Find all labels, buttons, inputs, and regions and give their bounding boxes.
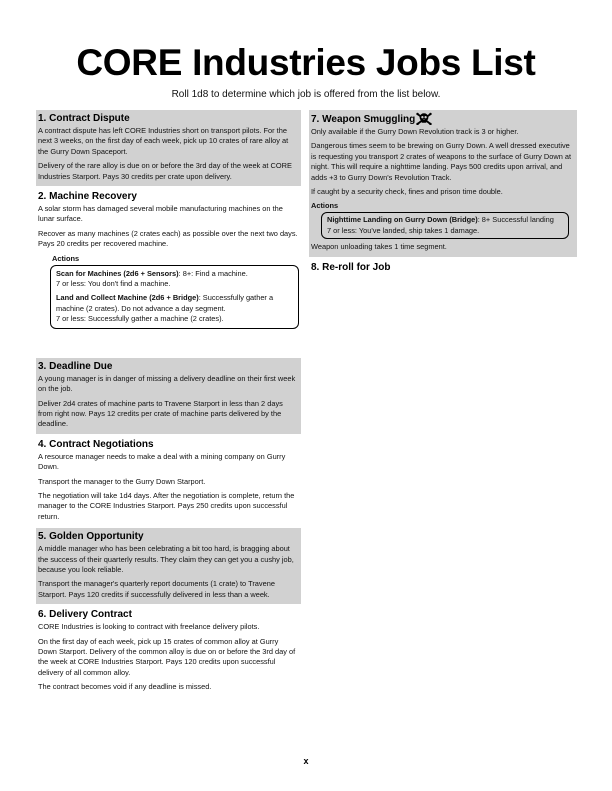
job-text: Only available if the Gurry Down Revolution track is 3 or higher. bbox=[311, 127, 519, 136]
job-heading: 5. Golden Opportunity bbox=[38, 531, 144, 543]
job-text: A contract dispute has left CORE Industries short on transport pilots. For the next 3 weeks, on the first day of each week, pick up 10 crates of rare alloy at the Gurry Down Spaceport. bbox=[38, 126, 289, 156]
job-text: Transport the manager's quarterly report documents (1 crate) to Travene Starport. Pays 120 credits if successfully delivered in less than a week. bbox=[38, 579, 275, 599]
job-contract-dispute bbox=[36, 110, 301, 186]
action-title: Scan for Machines (2d6 + Sensors) bbox=[56, 268, 179, 278]
job-text: Recover as many machines (2 crates each) as possible over the next two days. Pays 20 credits per recovered machine. bbox=[38, 228, 298, 249]
job-text: Transport the manager to the Gurry Down Starport. bbox=[38, 476, 206, 486]
job-text: A solar storm has damaged several mobile manufacturing machines on the lunar surface. bbox=[38, 204, 283, 224]
actions-label: Actions bbox=[52, 253, 80, 263]
page-title: CORE Industries Jobs List bbox=[76, 42, 536, 83]
job-text: A young manager is in danger of missing a delivery deadline on their first week on the job. bbox=[38, 373, 296, 394]
job-text: CORE Industries is looking to contract with freelance delivery pilots. bbox=[38, 622, 260, 632]
job-weapon-smuggling bbox=[309, 110, 577, 257]
action-land-collect bbox=[56, 293, 293, 324]
job-delivery-contract bbox=[36, 606, 301, 696]
right-column bbox=[309, 110, 577, 280]
action-fail: 7 or less: You've landed, ship takes 1 damage. bbox=[327, 225, 480, 235]
job-text: Delivery of the rare alloy is due on or before the 3rd day of the week at CORE Industries Starport. Pays 30 credits per crate upon delivery. bbox=[38, 161, 292, 181]
job-machine-recovery bbox=[36, 188, 301, 336]
actions-label: Actions bbox=[311, 201, 339, 211]
job-text: A middle manager who has been celebrating a bit too hard, is bragging about the success of their quarterly results. They claim they can get you a cushy job, because you look reliable. bbox=[38, 544, 294, 574]
job-text: Deliver 2d4 crates of machine parts to Travene Starport in less than 2 days from right now. Pays 12 credits per crate of machine parts delivered by the deadline. bbox=[38, 398, 283, 429]
action-success: : 8+: Find a machine. bbox=[178, 268, 248, 278]
action-fail: 7 or less: You don't find a machine. bbox=[56, 279, 171, 289]
action-title: Land and Collect Machine (2d6 + Bridge) bbox=[56, 293, 199, 303]
page-subtitle: Roll 1d8 to determine which job is offered from the list below. bbox=[171, 89, 441, 100]
job-reroll bbox=[309, 259, 577, 278]
job-deadline-due bbox=[36, 358, 301, 434]
action-night-landing bbox=[327, 215, 563, 236]
job-text: The negotiation will take 1d4 days. After the negotiation is complete, return the manager to the CORE Industries Starport. Pays 250 credits upon successful return. bbox=[38, 490, 295, 521]
job-heading: 2. Machine Recovery bbox=[38, 191, 137, 203]
job-text: If caught by a security check, fines and prison time double. bbox=[311, 187, 503, 197]
job-text: On the first day of each week, pick up 15 crates of common alloy at Gurry Down Starport. Delivery of the common alloy is due on or before the 3rd day of the week at CORE Industries Starport. Pays 120 credits upon successful delivery of all common alloy. bbox=[38, 636, 296, 677]
action-title: Nighttime Landing on Gurry Down (Bridge) bbox=[327, 215, 478, 225]
job-heading: 3. Deadline Due bbox=[38, 360, 113, 372]
actions-box bbox=[321, 212, 569, 239]
job-heading bbox=[311, 112, 575, 126]
action-scan bbox=[56, 269, 293, 290]
page-number: x bbox=[303, 756, 309, 766]
left-column bbox=[36, 110, 301, 699]
job-text: A resource manager needs to make a deal with a mining company on Gurry Down. bbox=[38, 451, 286, 472]
job-golden-opportunity bbox=[36, 528, 301, 604]
job-contract-negotiations bbox=[36, 436, 301, 526]
action-fail: 7 or less: Successfully gather a machine (2 crates). bbox=[56, 314, 224, 324]
job-heading-text: 7. Weapon Smuggling bbox=[311, 114, 416, 125]
job-heading: 8. Re-roll for Job bbox=[311, 261, 391, 273]
job-text: Weapon unloading takes 1 time segment. bbox=[311, 242, 447, 252]
job-text: Dangerous times seem to be brewing on Gurry Down. A well dressed executive is requesting you transport 2 crates of weapons to the surface of Gurry Down at night. This will require a nighttime landing. Pays 500 credits upon arrival, and adds +3 to Gurry Down's Revolution Track. bbox=[311, 141, 572, 182]
job-heading: 1. Contract Dispute bbox=[38, 113, 130, 124]
skull-crossbones-icon bbox=[416, 112, 432, 125]
action-success: : Successfully gather a machine (2 crates). Do not advance a day segment. bbox=[56, 293, 274, 313]
job-heading: 6. Delivery Contract bbox=[38, 609, 132, 621]
actions-box bbox=[50, 265, 299, 329]
job-text: The contract becomes void if any deadline is missed. bbox=[38, 682, 212, 692]
action-success: : 8+ Successful landing bbox=[477, 215, 554, 225]
job-heading: 4. Contract Negotiations bbox=[38, 438, 154, 450]
